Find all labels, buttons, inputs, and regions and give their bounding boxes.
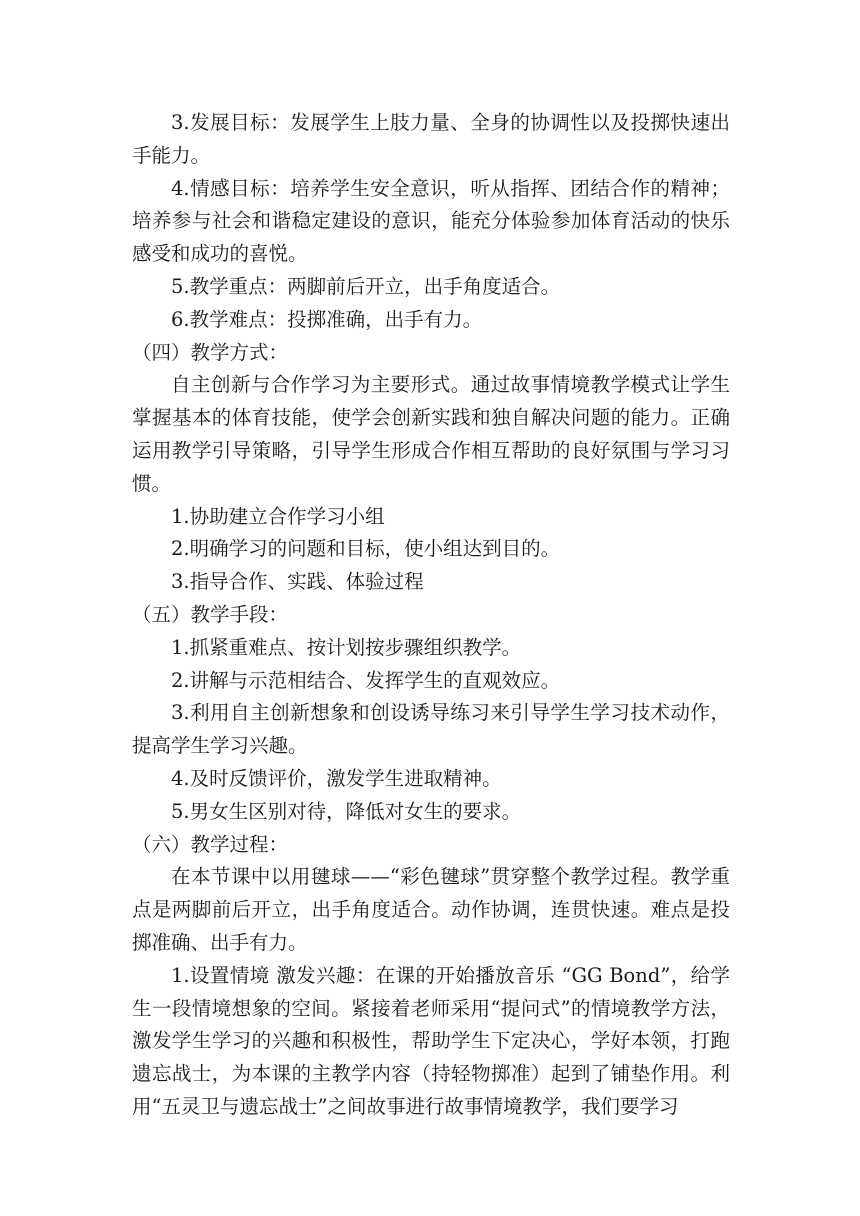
paragraph-means-item-2: 2.讲解与示范相结合、发挥学生的直观效应。 bbox=[171, 668, 561, 692]
paragraph-goal-emotion: 4.情感目标：培养学生安全意识，听从指挥、团结合作的精神；培养参与社会和谐稳定建设的意识，能充分体验参加体育活动的快乐感受和成功的喜悦。 bbox=[132, 176, 730, 266]
document-body bbox=[132, 107, 730, 1124]
paragraph-means-item-5: 5.男女生区别对待，降低对女生的要求。 bbox=[171, 799, 522, 823]
paragraph-process-intro: 在本节课中以用毽球——“彩色毽球”贯穿整个教学过程。教学重点是两脚前后开立，出手角度适合。动作协调，连贯快速。难点是投掷准确、出手有力。 bbox=[132, 865, 730, 954]
section-heading-teaching-means: （五）教学手段： bbox=[132, 602, 289, 626]
paragraph-means-item-4: 4.及时反馈评价，激发学生进取精神。 bbox=[171, 766, 502, 790]
section-heading-teaching-process: （六）教学过程： bbox=[132, 832, 289, 856]
paragraph-method-item-1: 1.协助建立合作学习小组 bbox=[171, 504, 385, 528]
paragraph-method-intro: 自主创新与合作学习为主要形式。通过故事情境教学模式让学生掌握基本的体育技能，使学会创新实践和独自解决问题的能力。正确运用教学引导策略，引导学生形成合作相互帮助的良好氛围与学习习惯。 bbox=[132, 373, 730, 495]
paragraph-goal-development: 3.发展目标：发展学生上肢力量、全身的协调性以及投掷快速出手能力。 bbox=[132, 111, 730, 167]
paragraph-means-item-1: 1.抓紧重难点、按计划按步骤组织教学。 bbox=[171, 635, 522, 659]
section-heading-teaching-method: （四）教学方式： bbox=[132, 340, 289, 364]
paragraph-method-item-3: 3.指导合作、实践、体验过程 bbox=[171, 570, 424, 594]
paragraph-teaching-difficulty: 6.教学难点：投掷准确，出手有力。 bbox=[171, 307, 483, 331]
paragraph-means-item-3: 3.利用自主创新想象和创设诱导练习来引导学生学习技术动作，提高学生学习兴趣。 bbox=[132, 701, 730, 758]
paragraph-teaching-focus: 5.教学重点：两脚前后开立，出手角度适合。 bbox=[171, 274, 561, 298]
paragraph-process-step-1: 1.设置情境 激发兴趣：在课的开始播放音乐 “GG Bond”，给学生一段情境想象的空间。紧接着老师采用“提问式”的情境教学方法，激发学生学习的兴趣和积极性，帮助学生下定决心，学好本领，打跑遗忘战士，为本课的主教学内容（持轻物掷准）起到了铺垫作用。利用“五灵卫与遗忘战士”之间故事进行故事情境教学，我们要学习 bbox=[132, 963, 730, 1118]
paragraph-method-item-2: 2.明确学习的问题和目标，使小组达到目的。 bbox=[171, 537, 561, 561]
